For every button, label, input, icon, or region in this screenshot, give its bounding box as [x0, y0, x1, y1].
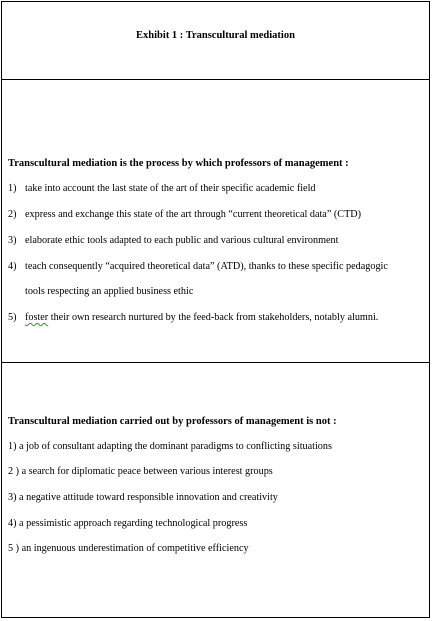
- title-row: [2, 2, 429, 80]
- is-section-heading: Transcultural mediation is the process by which professors of management :: [8, 158, 349, 169]
- spellcheck-underlined-word: foster: [25, 312, 49, 323]
- exhibit-table: [1, 1, 430, 618]
- is-not-item-2: 2 ) a search for diplomatic peace between various interest groups: [8, 466, 273, 477]
- is-item-4-num: 4): [8, 261, 17, 272]
- exhibit-title: Exhibit 1 : Transcultural mediation: [136, 30, 295, 41]
- is-item-4-text: teach consequently “acquired theoretical data” (ATD), thanks to these specific pedagogic: [25, 261, 388, 272]
- is-item-4-continuation-text: tools respecting an applied business ethic: [25, 286, 194, 297]
- is-not-item-3: 3) a negative attitude toward responsible innovation and creativity: [8, 492, 278, 503]
- is-item-2-num: 2): [8, 209, 17, 220]
- is-item-5: [8, 312, 378, 323]
- is-item-3: [8, 235, 338, 246]
- is-item-5-text: their own research nurtured by the feed-back from stakeholders, notably alumni.: [48, 312, 379, 323]
- is-item-1-text: take into account the last state of the art of their specific academic field: [25, 183, 316, 194]
- is-item-3-text: elaborate ethic tools adapted to each public and various cultural environment: [25, 235, 339, 246]
- is-section: [2, 80, 429, 363]
- is-item-5-num: 5): [8, 312, 17, 323]
- is-item-1: [8, 183, 316, 194]
- is-not-item-4: 4) a pessimistic approach regarding technological progress: [8, 518, 248, 529]
- is-not-section: [2, 363, 429, 618]
- is-item-1-num: 1): [8, 183, 17, 194]
- is-not-item-5: 5 ) an ingenuous underestimation of competitive efficiency: [8, 543, 249, 554]
- is-item-3-num: 3): [8, 235, 17, 246]
- is-item-4-continuation: [8, 286, 193, 297]
- is-item-2-text: express and exchange this state of the art through “current theoretical data” (CTD): [25, 209, 362, 220]
- is-not-item-1: 1) a job of consultant adapting the dominant paradigms to conflicting situations: [8, 441, 332, 452]
- is-item-2: [8, 209, 361, 220]
- is-item-4: [8, 261, 388, 272]
- is-not-section-heading: Transcultural mediation carried out by professors of management is not :: [8, 416, 337, 427]
